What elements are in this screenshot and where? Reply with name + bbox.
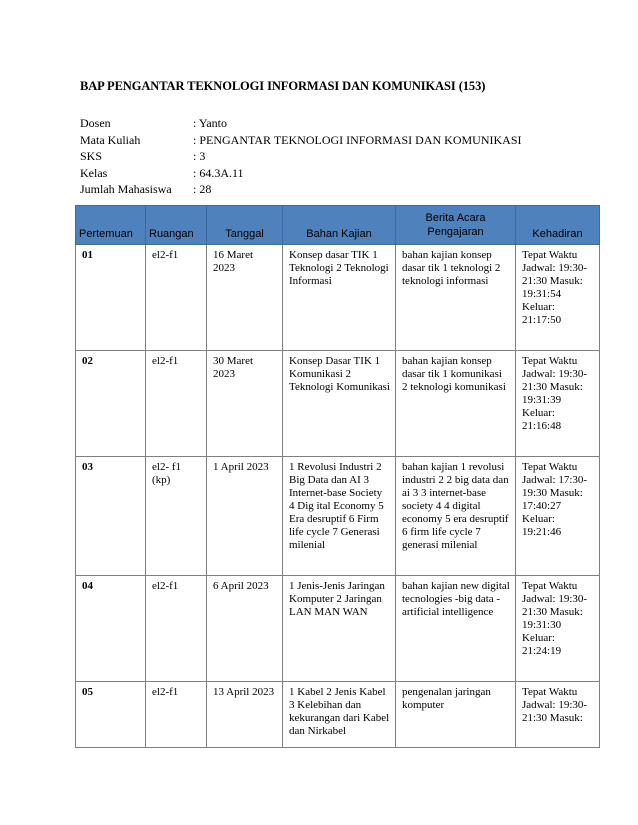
info-row-sks	[80, 148, 521, 165]
cell-pertemuan: 04	[76, 576, 146, 682]
table-row	[76, 682, 600, 748]
table-header-row	[76, 206, 600, 245]
cell-tanggal: 1 April 2023	[207, 457, 283, 576]
cell-pertemuan: 05	[76, 682, 146, 748]
table-row	[76, 457, 600, 576]
cell-kehadiran: Tepat Waktu Jadwal: 19:30-21:30 Masuk: 19:31:30 Keluar: 21:24:19	[516, 576, 600, 682]
cell-tanggal: 6 April 2023	[207, 576, 283, 682]
cell-kehadiran: Tepat Waktu Jadwal: 19:30-21:30 Masuk: 19:31:39 Keluar: 21:16:48	[516, 351, 600, 457]
info-value: : Yanto	[193, 116, 228, 130]
info-value: : 3	[193, 149, 206, 163]
cell-berita-acara: bahan kajian new digital tecnologies -big data -artificial intelligence	[396, 576, 516, 682]
cell-ruangan: el2-f1	[146, 576, 207, 682]
header-pertemuan: Pertemuan	[76, 206, 146, 245]
cell-berita-acara: bahan kajian 1 revolusi industri 2 2 big data dan ai 3 3 internet-base society 4 4 digital economy 5 era desruptif 6 firm life cycle 7 generasi milenial	[396, 457, 516, 576]
cell-pertemuan: 03	[76, 457, 146, 576]
info-row-jumlah-mahasiswa	[80, 181, 521, 198]
cell-pertemuan: 02	[76, 351, 146, 457]
info-value: : 28	[193, 182, 212, 196]
course-info	[80, 115, 521, 198]
cell-kehadiran: Tepat Waktu Jadwal: 19:30-21:30 Masuk:	[516, 682, 600, 748]
cell-kehadiran: Tepat Waktu Jadwal: 19:30-21:30 Masuk: 19:31:54 Keluar: 21:17:50	[516, 245, 600, 351]
cell-bahan-kajian: 1 Revolusi Industri 2 Big Data dan AI 3 Internet-base Society 4 Dig ital Economy 5 Era desruptif 6 Firm life cycle 7 Generasi milenial	[283, 457, 396, 576]
cell-tanggal: 16 Maret 2023	[207, 245, 283, 351]
cell-bahan-kajian: 1 Kabel 2 Jenis Kabel 3 Kelebihan dan kekurangan dari Kabel dan Nirkabel	[283, 682, 396, 748]
cell-berita-acara: pengenalan jaringan komputer	[396, 682, 516, 748]
info-label: Mata Kuliah	[80, 132, 141, 147]
info-label: SKS	[80, 149, 103, 163]
cell-bahan-kajian: Konsep dasar TIK 1 Teknologi 2 Teknologi Informasi	[283, 245, 396, 351]
header-tanggal: Tanggal	[207, 206, 283, 245]
info-label: Dosen	[80, 116, 111, 130]
info-value: : PENGANTAR TEKNOLOGI INFORMASI DAN KOMUNIKASI	[193, 132, 522, 147]
header-kehadiran: Kehadiran	[516, 206, 600, 245]
info-label: Kelas	[80, 165, 108, 180]
header-bahan-kajian: Bahan Kajian	[283, 206, 396, 245]
cell-bahan-kajian: Konsep Dasar TIK 1 Komunikasi 2 Teknologi Komunikasi	[283, 351, 396, 457]
cell-ruangan: el2-f1	[146, 682, 207, 748]
header-ruangan: Ruangan	[146, 206, 207, 245]
cell-pertemuan: 01	[76, 245, 146, 351]
info-row-dosen	[80, 115, 521, 132]
cell-ruangan: el2-f1	[146, 245, 207, 351]
cell-tanggal: 30 Maret 2023	[207, 351, 283, 457]
table-row	[76, 576, 600, 682]
cell-ruangan: el2-f1	[146, 351, 207, 457]
header-berita-acara: Berita Acara Pengajaran	[396, 206, 516, 245]
attendance-table	[75, 205, 600, 748]
document-title: BAP PENGANTAR TEKNOLOGI INFORMASI DAN KOMUNIKASI (153)	[80, 79, 486, 93]
table-row	[76, 351, 600, 457]
info-row-mata-kuliah	[80, 132, 521, 149]
cell-ruangan: el2- f1 (kp)	[146, 457, 207, 576]
table-row	[76, 245, 600, 351]
info-row-kelas	[80, 165, 521, 182]
info-value: : 64.3A.11	[193, 165, 244, 180]
cell-kehadiran: Tepat Waktu Jadwal: 17:30-19:30 Masuk: 17:40:27 Keluar: 19:21:46	[516, 457, 600, 576]
info-label: Jumlah Mahasiswa	[80, 182, 172, 196]
cell-tanggal: 13 April 2023	[207, 682, 283, 748]
cell-bahan-kajian: 1 Jenis-Jenis Jaringan Komputer 2 Jaringan LAN MAN WAN	[283, 576, 396, 682]
cell-berita-acara: bahan kajian konsep dasar tik 1 komunikasi 2 teknologi komunikasi	[396, 351, 516, 457]
cell-berita-acara: bahan kajian konsep dasar tik 1 teknologi 2 teknologi informasi	[396, 245, 516, 351]
